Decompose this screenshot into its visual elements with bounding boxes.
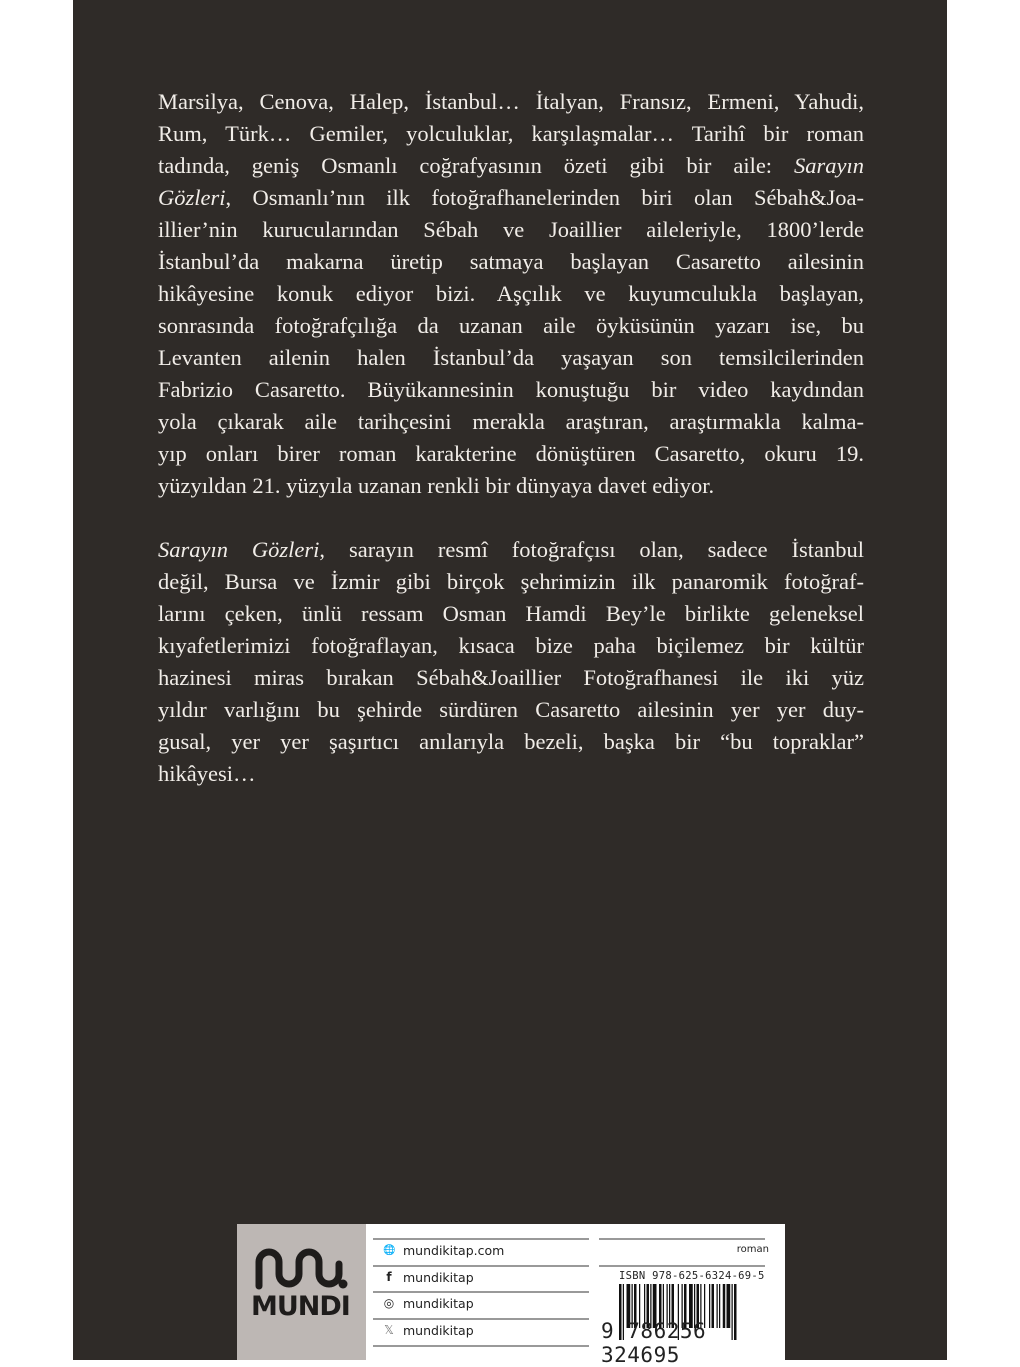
- social-instagram[interactable]: [383, 1293, 474, 1313]
- line-text: hikâyesi…: [158, 761, 256, 786]
- genre-label: roman: [736, 1244, 769, 1255]
- line-text: yola çıkarak aile tarihçesini merakla araştıran, araştırmakla kalma-: [158, 409, 864, 434]
- blurb-text: [158, 86, 864, 790]
- text-line: [158, 534, 864, 566]
- social-label: mundikitap: [403, 1295, 474, 1311]
- isbn-area: [599, 1224, 787, 1367]
- line-text: Marsilya, Cenova, Halep, İstanbul… İtalyan, Fransız, Ermeni, Yahudi,: [158, 89, 864, 114]
- book-title-italic: Sarayın: [794, 153, 864, 178]
- book-title-italic: Gözleri: [158, 185, 226, 210]
- text-line: [158, 598, 864, 630]
- line-text: hazinesi miras bırakan Sébah&Joaillier Fotoğrafhanesi ile iki yüz: [158, 665, 864, 690]
- x-icon: 𝕏: [384, 1323, 394, 1337]
- text-line: [158, 726, 864, 758]
- line-text: Fabrizio Casaretto. Büyükannesinin konuştuğu bir video kaydından: [158, 377, 864, 402]
- text-line: [158, 566, 864, 598]
- social-x[interactable]: [383, 1320, 474, 1340]
- text-line: [158, 118, 864, 150]
- text-line: [158, 278, 864, 310]
- social-label: mundikitap: [403, 1269, 474, 1285]
- globe-icon: 🌐: [383, 1244, 396, 1256]
- line-text: Levanten ailenin halen İstanbul’da yaşayan son temsilcilerinden: [158, 345, 864, 370]
- book-title-italic: Sarayın Gözleri: [158, 537, 320, 562]
- social-links: [367, 1224, 589, 1360]
- text-line: [158, 310, 864, 342]
- line-text: sonrasında fotoğrafçılığa da uzanan aile öyküsünün yazarı ise, bu: [158, 313, 864, 338]
- line-text: tadında, geniş Osmanlı coğrafyasının özeti gibi bir aile:: [158, 153, 794, 178]
- mundi-wave-icon: [237, 1224, 366, 1294]
- line-text: kıyafetlerimizi fotoğraflayan, kısaca bize paha biçilemez bir kültür: [158, 633, 864, 658]
- barcode-number: 9 786256 324695: [601, 1319, 707, 1367]
- text-line: [158, 150, 864, 182]
- text-line: [158, 342, 864, 374]
- text-line: [158, 374, 864, 406]
- text-line: [158, 630, 864, 662]
- publisher-panel: [237, 1224, 785, 1367]
- text-line: [158, 470, 864, 502]
- mundi-logo: [237, 1224, 366, 1360]
- social-facebook[interactable]: [383, 1267, 474, 1287]
- line-text: yüzyıldan 21. yüzyıla uzanan renkli bir dünyaya davet ediyor.: [158, 473, 715, 498]
- line-text: hikâyesine konuk ediyor bizi. Aşçılık ve kuyumculukla başlayan,: [158, 281, 864, 306]
- isbn-label: ISBN 978-625-6324-69-5: [619, 1270, 765, 1282]
- facebook-icon: f: [386, 1270, 392, 1284]
- text-line: [158, 246, 864, 278]
- instagram-icon: ◎: [383, 1296, 395, 1310]
- line-text: yıp onları birer roman karakterine dönüştüren Casaretto, okuru 19.: [158, 441, 864, 466]
- line-text: Rum, Türk… Gemiler, yolculuklar, karşılaşmalar… Tarihî bir roman: [158, 121, 864, 146]
- line-text: , Osmanlı’nın ilk fotoğrafhanelerinden biri olan Sébah&Joa-: [225, 185, 864, 210]
- text-line: [158, 214, 864, 246]
- logo-wordmark: MUNDI: [251, 1291, 350, 1322]
- social-label: mundikitap: [403, 1322, 474, 1338]
- line-text: , sarayın resmî fotoğrafçısı olan, sadece İstanbul: [319, 537, 864, 562]
- line-text: değil, Bursa ve İzmir gibi birçok şehrimizin ilk panaromik fotoğraf-: [158, 569, 864, 594]
- line-text: gusal, yer yer şaşırtıcı anılarıyla bezeli, başka bir “bu topraklar”: [158, 729, 864, 754]
- social-label: mundikitap.com: [403, 1242, 505, 1258]
- text-line: [158, 438, 864, 470]
- text-line: [158, 662, 864, 694]
- text-line: [158, 182, 864, 214]
- text-line: [158, 86, 864, 118]
- text-line: [158, 694, 864, 726]
- line-text: yıldır varlığını bu şehirde sürdüren Casaretto ailesinin yer yer duy-: [158, 697, 864, 722]
- line-text: illier’nin kurucularından Sébah ve Joaillier aileleriyle, 1800’lerde: [158, 217, 864, 242]
- line-text: İstanbul’da makarna üretip satmaya başlayan Casaretto ailesinin: [158, 249, 864, 274]
- social-website[interactable]: [383, 1240, 504, 1260]
- line-text: larını çeken, ünlü ressam Osman Hamdi Bey’le birlikte geleneksel: [158, 601, 864, 626]
- text-line: [158, 758, 864, 790]
- text-line: [158, 406, 864, 438]
